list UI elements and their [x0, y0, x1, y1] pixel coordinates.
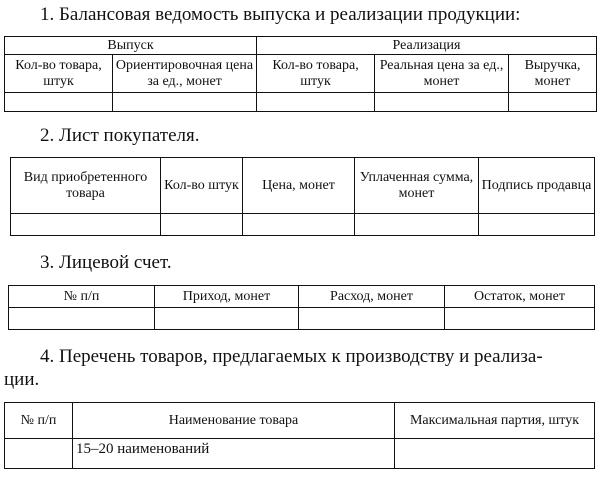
column-header: Подпись продавца: [479, 158, 595, 214]
table-cell: [155, 308, 299, 330]
column-header: Приход, монет: [155, 286, 299, 308]
column-header: Кол-во товара, штук: [257, 55, 375, 93]
table-cell: [257, 93, 375, 112]
column-header: Цена, монет: [243, 158, 355, 214]
product-name-cell: 15–20 наименований: [73, 439, 395, 469]
column-header: № п/п: [9, 286, 155, 308]
column-header: Ориентировочная цена за ед., монет: [113, 55, 257, 93]
table-cell: [5, 93, 113, 112]
column-header: Кол-во штук: [161, 158, 243, 214]
table-cell: [445, 308, 595, 330]
table-cell: [243, 214, 355, 236]
column-header: Уплаченная сумма, монет: [355, 158, 479, 214]
table-cell: [299, 308, 445, 330]
release-group-header: Выпуск: [5, 37, 257, 55]
column-header: Наименование товара: [73, 403, 395, 439]
personal-account-table: [8, 285, 595, 330]
table-row: [5, 93, 597, 112]
column-header: Вид приобретенного товара: [11, 158, 161, 214]
column-header: Выручка, монет: [509, 55, 597, 93]
buyer-sheet-table: [10, 157, 595, 236]
product-list-table: [4, 402, 595, 469]
table-row: [11, 214, 595, 236]
table-cell: [355, 214, 479, 236]
section-2-title: 2. Лист покупателя.: [40, 125, 200, 146]
column-header: Реальная цена за ед., монет: [375, 55, 509, 93]
table-cell: [9, 308, 155, 330]
table-cell: [395, 439, 595, 469]
table-cell: [113, 93, 257, 112]
table-cell: [161, 214, 243, 236]
section-4-title-line-1: 4. Перечень товаров, предлагаемых к производству и реализа-: [40, 346, 543, 367]
table-cell: [479, 214, 595, 236]
table-row: [9, 308, 595, 330]
table-cell: [509, 93, 597, 112]
table-row: [5, 439, 595, 469]
section-4-title-line-2: ции.: [4, 369, 40, 390]
column-header: Остаток, монет: [445, 286, 595, 308]
section-3-title: 3. Лицевой счет.: [40, 252, 172, 273]
balance-sheet-table: [4, 36, 597, 112]
column-header: Кол-во товара, штук: [5, 55, 113, 93]
table-cell: [11, 214, 161, 236]
table-cell: [5, 439, 73, 469]
column-header: Максимальная партия, штук: [395, 403, 595, 439]
column-header: № п/п: [5, 403, 73, 439]
section-1-title: 1. Балансовая ведомость выпуска и реализации продукции:: [40, 4, 521, 25]
sale-group-header: Реализация: [257, 37, 597, 55]
column-header: Расход, монет: [299, 286, 445, 308]
table-cell: [375, 93, 509, 112]
